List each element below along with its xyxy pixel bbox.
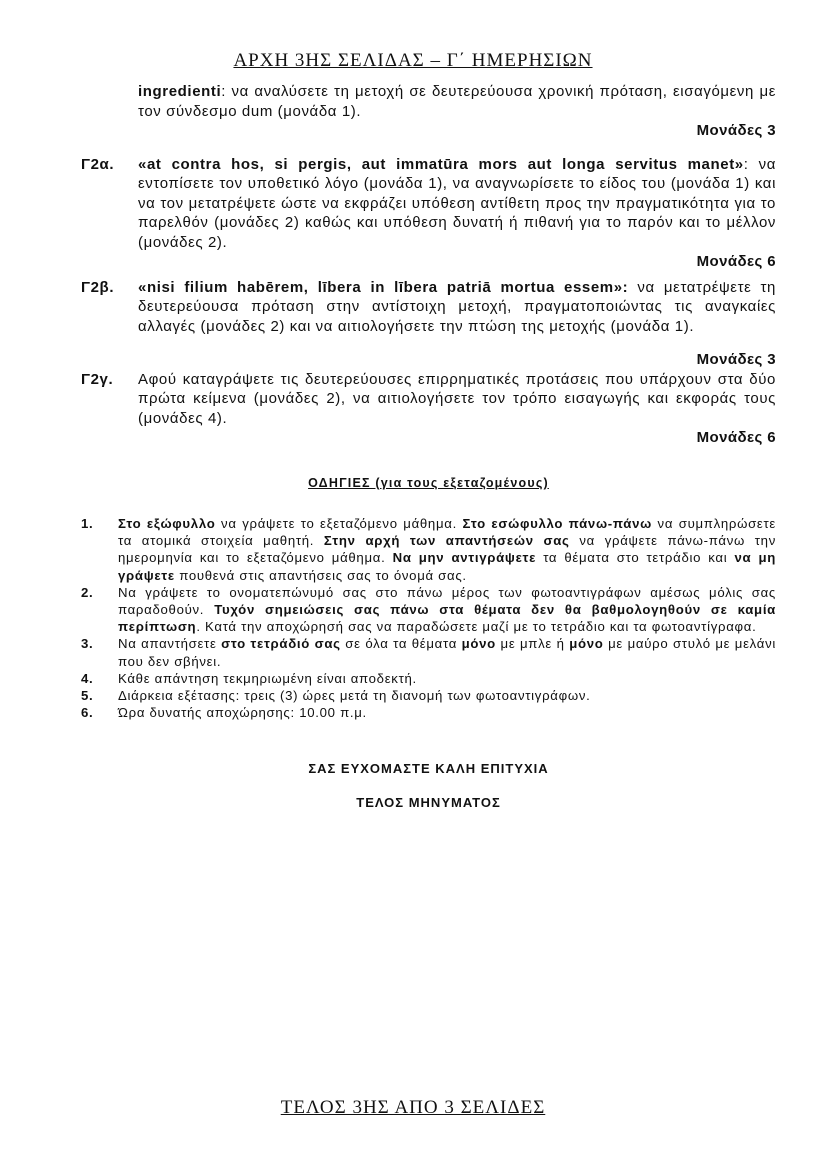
emphasis: Τυχόν σημειώσεις σας πάνω στα θέματα δεν θα βαθμολογηθούν σε καμία περίπτωση xyxy=(118,602,776,635)
question-monades: Μονάδες 6 xyxy=(696,429,776,446)
question-instruction: : να εντοπίσετε τον υποθετικό λόγο (μονάδα 1), να αναγνωρίσετε το είδος του (μονάδα 1) και να τον μετατρέψετε ώστε να εκφράζει υπόθεση αντίθετη προς την πραγματικότητα για το παρελθόν (μονάδες 2) καθώς και υπόθεση δυνατή ή πιθανή για το παρόν και το μέλλον (μονάδες 2). xyxy=(138,155,776,251)
instruction-text: Διάρκεια εξέτασης: τρεις (3) ώρες μετά τη διανομή των φωτοαντιγράφων. xyxy=(118,688,591,704)
text: πουθενά στις απαντήσεις σας το όνομά σας. xyxy=(174,567,467,583)
emphasis: μόνο xyxy=(461,636,496,652)
instruction-item xyxy=(81,670,776,687)
emphasis: Στο εξώφυλλο xyxy=(118,516,216,531)
instruction-number: 4. xyxy=(81,670,94,686)
text: Να γράψετε το ονοματεπώνυμό σας στο πάνω μέρος των φωτοαντιγράφων αμέσως μόλις σας παραδοθούν. xyxy=(118,584,776,618)
instruction-number: 3. xyxy=(81,636,94,652)
continuation-text xyxy=(138,82,776,121)
question-g2c xyxy=(81,370,776,429)
question-text xyxy=(138,278,776,337)
question-quote: «nisi filium habērem, lībera in lībera patriā mortua essem»: xyxy=(138,278,629,296)
text: με μπλε ή xyxy=(495,636,570,652)
emphasis: μόνο xyxy=(569,636,604,652)
text: να γράψετε πάνω-πάνω την ημερομηνία και το εξεταζόμενο μάθημα. xyxy=(118,533,776,566)
instruction-text xyxy=(118,635,776,669)
continuation-monades: Μονάδες 3 xyxy=(696,122,776,139)
instruction-number: 6. xyxy=(81,705,94,721)
instruction-text: Ώρα δυνατής αποχώρησης: 10.00 π.μ. xyxy=(118,705,367,721)
question-label: Γ2γ. xyxy=(81,370,114,388)
instruction-text xyxy=(118,584,776,636)
instruction-number: 1. xyxy=(81,516,94,531)
question-quote: «at contra hos, si pergis, aut immatūra mors aut longa servitus manet» xyxy=(138,155,744,173)
text: να γράψετε το εξεταζόμενο μάθημα. xyxy=(215,516,463,531)
text: τα θέματα στο τετράδιο και xyxy=(536,550,735,566)
text: . Κατά την αποχώρησή σας να παραδώσετε μαζί με το τετράδιο και τα φωτοαντίγραφα. xyxy=(196,619,757,635)
question-label: Γ2β. xyxy=(81,278,115,296)
instruction-text: Κάθε απάντηση τεκμηριωμένη είναι αποδεκτή. xyxy=(118,670,417,686)
instruction-item xyxy=(81,704,776,721)
closing-wish: ΣΑΣ ΕΥΧΟΜΑΣΤΕ ΚΑΛΗ ΕΠΙΤΥΧΙΑ xyxy=(308,761,549,777)
question-text xyxy=(138,370,776,429)
question-label: Γ2α. xyxy=(81,155,115,173)
emphasis: Να μην αντιγράψετε xyxy=(392,550,537,566)
question-g2a xyxy=(81,155,776,253)
emphasis: Στο εσώφυλλο πάνω-πάνω xyxy=(462,516,652,531)
instruction-number: 5. xyxy=(81,688,94,704)
question-text xyxy=(138,155,776,253)
question-instruction: Αφού καταγράψετε τις δευτερεύουσες επιρρηματικές προτάσεις που υπάρχουν στα δύο πρώτα κείμενα (μονάδες 2), να αιτιολογήσετε τον τρόπο εισαγωγής και εκφοράς τους (μονάδες 4). xyxy=(138,370,776,427)
page-body xyxy=(81,82,776,812)
instruction-item xyxy=(81,687,776,704)
question-monades: Μονάδες 3 xyxy=(696,351,776,368)
closing-end: ΤΕΛΟΣ ΜΗΝΥΜΑΤΟΣ xyxy=(356,794,501,810)
instruction-text xyxy=(118,515,776,584)
instruction-item xyxy=(81,635,776,669)
question-instruction: να μετατρέψετε τη δευτερεύουσα πρόταση στην αντίστοιχη μετοχή, πραγματοποιώντας τις αναγκαίες αλλαγές (μονάδες 2) και να αιτιολογήσετε την πτώση της μετοχής (μονάδα 1). xyxy=(138,278,776,335)
page-header: ΑΡΧΗ 3ΗΣ ΣΕΛΙΔΑΣ – Γ΄ ΗΜΕΡΗΣΙΩΝ xyxy=(233,50,593,71)
instructions-title: ΟΔΗΓΙΕΣ (για τους εξεταζομένους) xyxy=(308,475,549,490)
instruction-item xyxy=(81,515,776,584)
text: να συμπληρώσετε τα ατομικά στοιχεία μαθητή. xyxy=(118,516,777,549)
instruction-number: 2. xyxy=(81,584,94,600)
text: σε όλα τα θέματα xyxy=(340,636,462,652)
emphasis: στο τετράδιό σας xyxy=(221,636,341,652)
question-g2b xyxy=(81,278,776,337)
page-footer: ΤΕΛΟΣ 3ΗΣ ΑΠΟ 3 ΣΕΛΙΔΕΣ xyxy=(280,1097,546,1118)
question-monades: Μονάδες 6 xyxy=(696,253,776,270)
continuation-instruction: : να αναλύσετε τη μετοχή σε δευτερεύουσα χρονική πρόταση, εισαγόμενη με τον σύνδεσμο dum (μονάδα 1). xyxy=(138,83,776,120)
emphasis: Στην αρχή των απαντήσεών σας xyxy=(323,533,570,549)
instructions-list xyxy=(81,515,776,721)
text: Να απαντήσετε xyxy=(118,636,222,652)
emphasis: να μη γράψετε xyxy=(118,550,777,583)
text: με μαύρο στυλό με μελάνι που δεν σβήνει. xyxy=(118,636,777,669)
continuation-term: ingredienti xyxy=(138,83,222,100)
instruction-item xyxy=(81,584,776,636)
